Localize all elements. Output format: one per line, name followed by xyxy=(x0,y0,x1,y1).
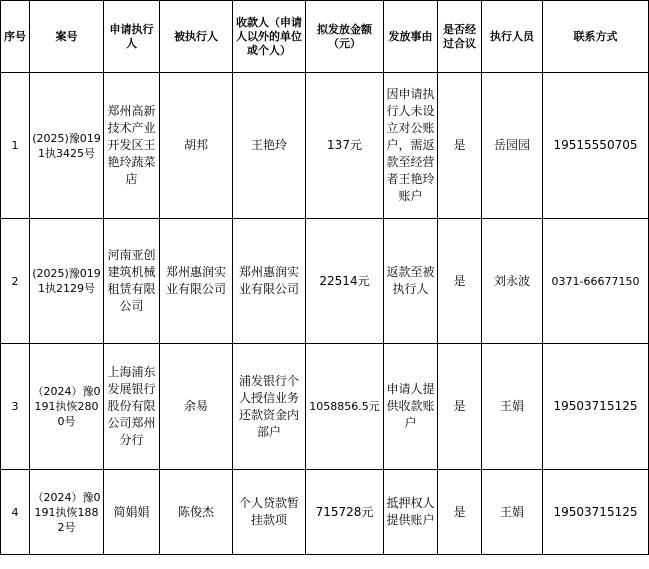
cell-applicant: 上海浦东发展银行股份有限公司郑州分行 xyxy=(104,344,160,470)
cell-payee: 郑州惠润实业有限公司 xyxy=(233,219,306,344)
header-payee: 收款人（申请人以外的单位或个人） xyxy=(233,1,306,73)
cell-seq: 2 xyxy=(1,219,30,344)
header-reason: 发放事由 xyxy=(384,1,438,73)
table-row xyxy=(1,73,649,219)
header-seq: 序号 xyxy=(1,1,30,73)
cell-seq: 4 xyxy=(1,470,30,555)
cell-contact: 19503715125 xyxy=(543,470,649,555)
cell-seq: 1 xyxy=(1,73,30,219)
cell-respondent: 余易 xyxy=(160,344,233,470)
cell-payee: 个人贷款暂挂款项 xyxy=(233,470,306,555)
header-consulted: 是否经过合议 xyxy=(438,1,482,73)
cell-amount: 22514元 xyxy=(306,219,384,344)
header-respondent: 被执行人 xyxy=(160,1,233,73)
cell-executor: 王娟 xyxy=(482,470,543,555)
cell-reason: 抵押权人提供账户 xyxy=(384,470,438,555)
cell-seq: 3 xyxy=(1,344,30,470)
table-row xyxy=(1,344,649,470)
cell-respondent: 郑州惠润实业有限公司 xyxy=(160,219,233,344)
header-row xyxy=(1,1,649,73)
header-applicant: 申请执行人 xyxy=(104,1,160,73)
cell-contact: 19515550705 xyxy=(543,73,649,219)
cell-consulted: 是 xyxy=(438,470,482,555)
cell-reason: 申请人提供收款账户 xyxy=(384,344,438,470)
header-case-no: 案号 xyxy=(30,1,104,73)
table-row xyxy=(1,219,649,344)
cell-case-no: (2025)豫0191执2129号 xyxy=(30,219,104,344)
header-amount: 拟发放金额（元） xyxy=(306,1,384,73)
cell-amount: 1058856.5元 xyxy=(306,344,384,470)
cell-executor: 岳园园 xyxy=(482,73,543,219)
cell-respondent: 陈俊杰 xyxy=(160,470,233,555)
cell-contact: 19503715125 xyxy=(543,344,649,470)
cell-payee: 王艳玲 xyxy=(233,73,306,219)
cell-amount: 715728元 xyxy=(306,470,384,555)
table-row xyxy=(1,470,649,555)
cell-executor: 王娟 xyxy=(482,344,543,470)
cell-payee: 浦发银行个人授信业务还款资金内部户 xyxy=(233,344,306,470)
cell-consulted: 是 xyxy=(438,219,482,344)
cell-contact: 0371-66677150 xyxy=(543,219,649,344)
cell-reason: 因申请执行人未设立对公账户，需返款至经营者王艳玲账户 xyxy=(384,73,438,219)
cell-consulted: 是 xyxy=(438,73,482,219)
header-contact: 联系方式 xyxy=(543,1,649,73)
cell-case-no: （2024）豫0191执恢1882号 xyxy=(30,470,104,555)
cell-applicant: 郑州高新技术产业开发区王艳玲蔬菜店 xyxy=(104,73,160,219)
cell-executor: 刘永波 xyxy=(482,219,543,344)
cell-applicant: 简娟娟 xyxy=(104,470,160,555)
cell-reason: 返款至被执行人 xyxy=(384,219,438,344)
cell-applicant: 河南亚创建筑机械租赁有限公司 xyxy=(104,219,160,344)
cell-case-no: （2024）豫0191执恢2800号 xyxy=(30,344,104,470)
cell-amount: 137元 xyxy=(306,73,384,219)
cell-case-no: (2025)豫0191执3425号 xyxy=(30,73,104,219)
cell-consulted: 是 xyxy=(438,344,482,470)
cell-respondent: 胡邦 xyxy=(160,73,233,219)
header-executor: 执行人员 xyxy=(482,1,543,73)
